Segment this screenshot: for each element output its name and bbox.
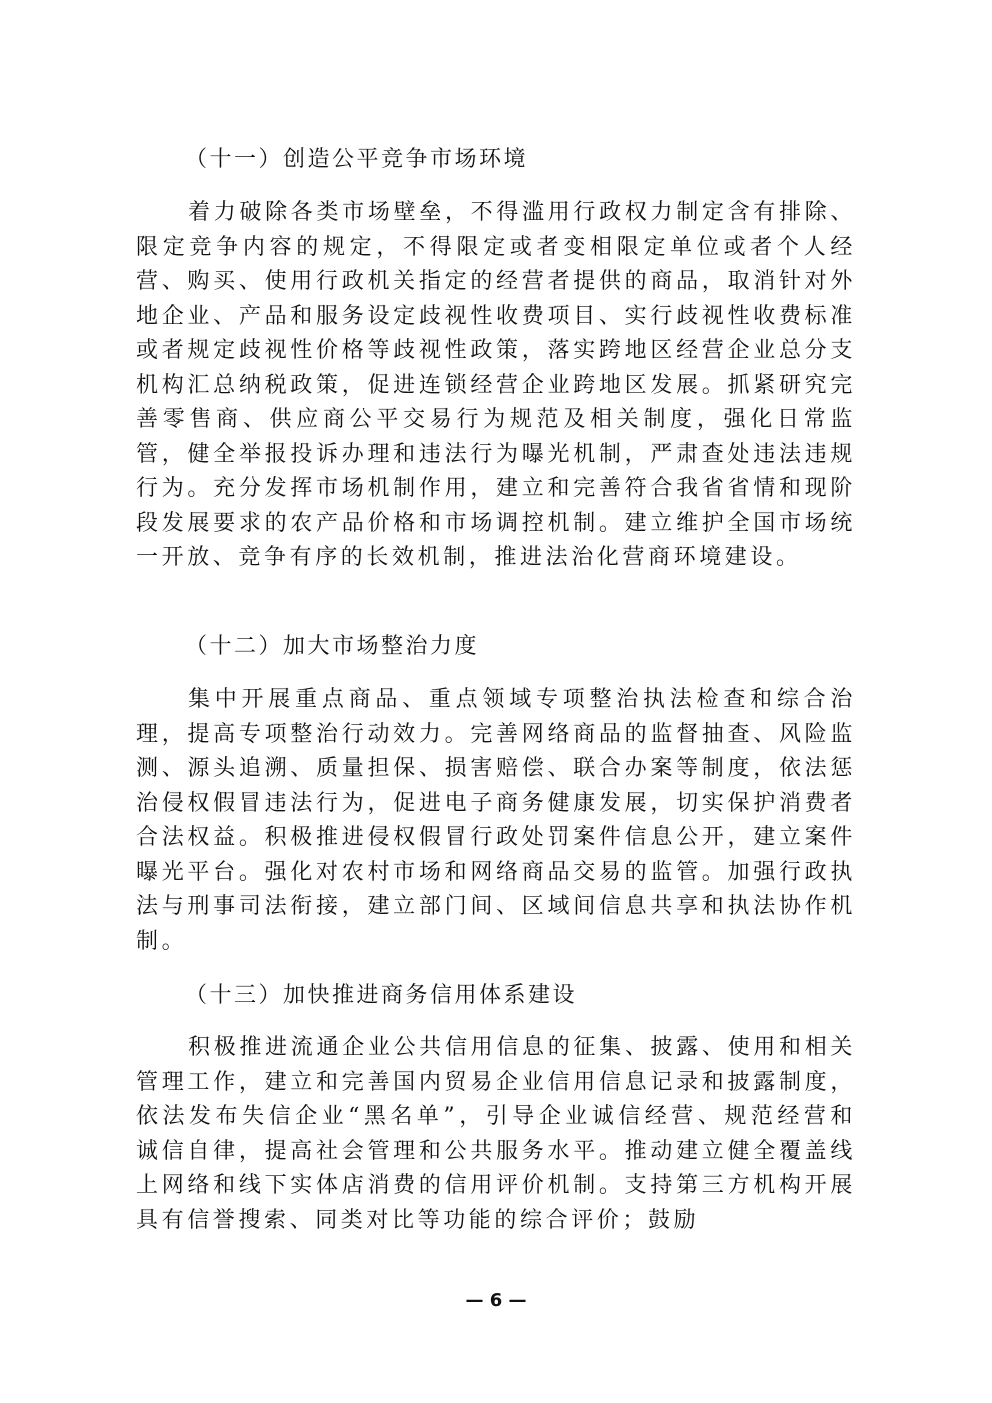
page-number: — 6 — bbox=[465, 1290, 527, 1311]
section-heading: （十三）加快推进商务信用体系建设 bbox=[185, 983, 578, 1008]
section-11-body bbox=[136, 196, 856, 576]
section-paragraph: 集中开展重点商品、重点领域专项整治执法检查和综合治理，提高专项整治行动效力。完善网络商品的监督抽查、风险监测、源头追溯、质量担保、损害赔偿、联合办案等制度，依法惩治侵权假冒违法行为，促进电子商务健康发展，切实保护消费者合法权益。积极推进侵权假冒行政处罚案件信息公开，建立案件曝光平台。强化对农村市场和网络商品交易的监管。加强行政执法与刑事司法衔接，建立部门间、区域间信息共享和执法协作机制。 bbox=[136, 687, 856, 954]
section-heading: （十一）创造公平竞争市场环境 bbox=[185, 147, 529, 172]
section-paragraph: 着力破除各类市场壁垒，不得滥用行政权力制定含有排除、限定竞争内容的规定，不得限定或者变相限定单位或者个人经营、购买、使用行政机关指定的经营者提供的商品，取消针对外地企业、产品和服务设定歧视性收费项目、实行歧视性收费标准或者规定歧视性价格等歧视性政策，落实跨地区经营企业总分支机构汇总纳税政策，促进连锁经营企业跨地区发展。抓紧研究完善零售商、供应商公平交易行为规范及相关制度，强化日常监管，健全举报投诉办理和违法行为曝光机制，严肃查处违法违规行为。充分发挥市场机制作用，建立和完善符合我省省情和现阶段发展要求的农产品价格和市场调控机制。建立维护全国市场统一开放、竞争有序的长效机制，推进法治化营商环境建设。 bbox=[136, 200, 856, 570]
section-13 bbox=[136, 979, 856, 1013]
section-13-body bbox=[136, 1031, 856, 1238]
section-11 bbox=[136, 143, 856, 177]
section-paragraph: 积极推进流通企业公共信用信息的征集、披露、使用和相关管理工作，建立和完善国内贸易企业信用信息记录和披露制度，依法发布失信企业“黑名单”，引导企业诚信经营、规范经营和诚信自律，提高社会管理和公共服务水平。推动建立健全覆盖线上网络和线下实体店消费的信用评价机制。支持第三方机构开展具有信誉搜索、同类对比等功能的综合评价；鼓励 bbox=[136, 1035, 856, 1233]
section-12 bbox=[136, 630, 856, 664]
section-12-body bbox=[136, 683, 856, 959]
section-heading: （十二）加大市场整治力度 bbox=[185, 634, 480, 659]
